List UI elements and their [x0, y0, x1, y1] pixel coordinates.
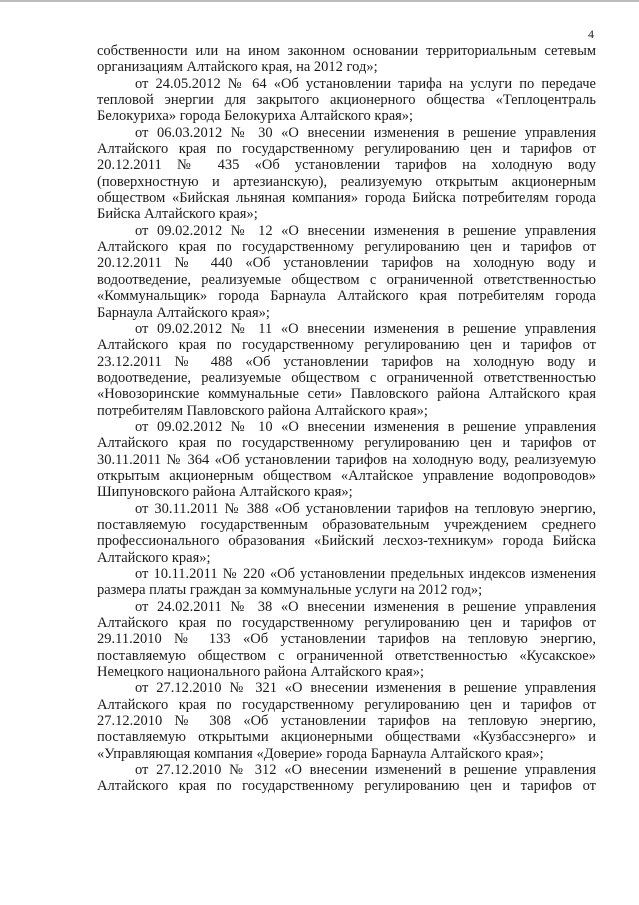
- text-line: Алтайского края по государственному регулированию цен и тарифов от: [97, 778, 596, 795]
- text-line: Алтайского края по государственному регулированию цен и тарифов от: [97, 337, 596, 354]
- text-line: Алтайского края по государственному регулированию цен и тарифов от: [97, 141, 596, 158]
- page-number: 4: [588, 27, 594, 41]
- text-line: «Новозоринские коммунальные сети» Павловского района Алтайского края: [97, 386, 596, 403]
- text-line: Барнаула Алтайского края»;: [97, 304, 270, 321]
- text-line: Бийска Алтайского края»;: [97, 206, 258, 223]
- text-line: 27.12.2010 № 308 «Об установлении тарифов на тепловую энергию,: [97, 713, 596, 730]
- text-line: (поверхностную и артезианскую), реализуемую открытым акционерным: [97, 173, 596, 190]
- text-line: Алтайского края по государственному регулированию цен и тарифов от: [97, 239, 596, 256]
- text-line: Алтайского края»;: [97, 549, 211, 566]
- text-line: поставляемую государственным образовательным учреждением среднего: [97, 516, 596, 533]
- text-line: собственности или на ином законном основании территориальным сетевым: [97, 43, 596, 59]
- text-line: от 06.03.2012 № 30 «О внесении изменения в решение управления: [135, 124, 596, 141]
- text-line: водоотведение, реализуемые обществом с ограниченной ответственностью: [97, 271, 596, 288]
- text-line: поставляемую обществом с ограниченной ответственностью «Кусакское»: [97, 647, 596, 664]
- text-line: Алтайского края по государственному регулированию цен и тарифов от: [97, 696, 596, 713]
- text-line: от 09.02.2012 № 11 «О внесении изменения в решение управления: [135, 320, 596, 337]
- text-line: от 10.11.2011 № 220 «Об установлении предельных индексов изменения: [135, 566, 596, 582]
- text-line: Белокуриха» города Белокуриха Алтайского края»;: [97, 108, 414, 125]
- text-line: потребителям Павловского района Алтайского края»;: [97, 402, 428, 419]
- text-line: размера платы граждан за коммунальные услуги на 2012 год»;: [97, 582, 483, 599]
- text-line: Немецкого национального района Алтайского края»;: [97, 664, 424, 681]
- text-line: «Управляющая компания «Доверие» города Барнаула Алтайского края»;: [97, 745, 544, 762]
- text-line: Алтайского края по государственному регулированию цен и тарифов от: [97, 435, 596, 452]
- text-line: тепловой энергии для закрытого акционерного общества «Теплоцентраль: [97, 92, 596, 109]
- text-line: от 30.11.2011 № 388 «Об установлении тарифов на тепловую энергию,: [135, 500, 596, 517]
- text-line: 20.12.2011 № 435 «Об установлении тарифов на холодную воду: [97, 157, 596, 174]
- text-line: от 24.02.2011 № 38 «О внесении изменения в решение управления: [135, 598, 596, 615]
- text-line: Шипуновского района Алтайского края»;: [97, 484, 353, 501]
- text-line: 30.11.2011 № 364 «Об установлении тарифов на холодную воду, реализуемую: [97, 451, 596, 468]
- text-line: водоотведение, реализуемые обществом с ограниченной ответственностью: [97, 369, 596, 386]
- text-line: «Коммунальщик» города Барнаула Алтайского края потребителям города: [97, 288, 596, 305]
- text-line: от 24.05.2012 № 64 «Об установлении тарифа на услуги по передаче: [135, 75, 596, 92]
- document-body: [97, 43, 596, 795]
- scan-top-edge: [0, 0, 639, 2]
- text-line: от 27.12.2010 № 321 «О внесении изменения в решение управления: [135, 680, 596, 697]
- text-line: Алтайского края по государственному регулированию цен и тарифов от: [97, 615, 596, 632]
- text-line: организациям Алтайского края, на 2012 год»;: [97, 59, 378, 76]
- text-line: профессионального образования «Бийский лесхоз-техникум» города Бийска: [97, 533, 596, 550]
- text-line: от 27.12.2010 № 312 «О внесении изменений в решение управления: [135, 762, 596, 779]
- text-line: 29.11.2010 № 133 «Об установлении тарифов на тепловую энергию,: [97, 631, 596, 648]
- text-line: от 09.02.2012 № 12 «О внесении изменения в решение управления: [135, 222, 596, 239]
- text-line: открытым акционерным обществом «Алтайское управление водопроводов»: [97, 467, 596, 484]
- text-line: обществом «Бийская льняная компания» города Бийска потребителям города: [97, 190, 596, 207]
- text-line: 20.12.2011 № 440 «Об установлении тарифов на холодную воду и: [97, 255, 596, 272]
- text-line: 23.12.2011 № 488 «Об установлении тарифов на холодную воду и: [97, 353, 596, 370]
- text-line: поставляемую открытыми акционерными обществами «Кузбассэнерго» и: [97, 729, 596, 746]
- text-line: от 09.02.2012 № 10 «О внесении изменения в решение управления: [135, 418, 596, 435]
